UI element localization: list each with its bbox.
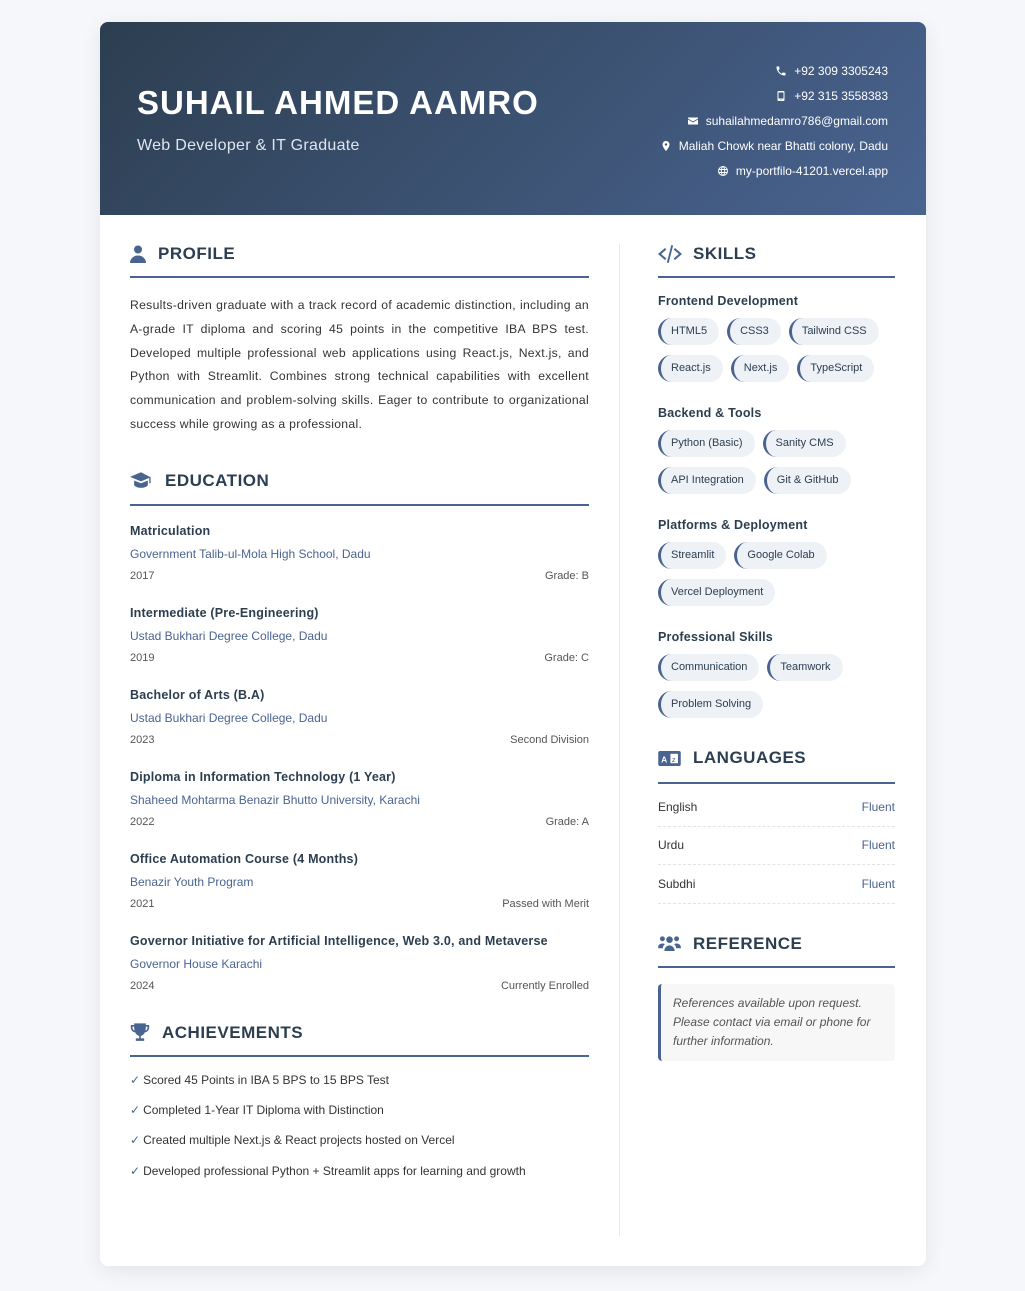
code-icon — [658, 244, 682, 264]
section-title: LANGUAGES — [693, 748, 807, 767]
education-institution: Ustad Bukhari Degree College, Dadu — [130, 710, 328, 725]
education-degree: Office Automation Course (4 Months) — [130, 851, 359, 866]
education-meta — [130, 649, 589, 667]
reference-note: References available upon request. Please contact via email or phone for further information. — [658, 984, 895, 1061]
education-degree: Governor Initiative for Artificial Intelligence, Web 3.0, and Metaverse — [130, 933, 548, 948]
skill-tag: API Integration — [658, 467, 756, 494]
skill-tag: Vercel Deployment — [658, 579, 775, 606]
skill-category-title: Professional Skills — [658, 630, 773, 644]
education-institution: Shaheed Mohtarma Benazir Bhutto University, Karachi — [130, 792, 420, 807]
skill-category-title: Backend & Tools — [658, 406, 762, 420]
education-result: Grade: A — [545, 815, 589, 828]
skill-tag: Communication — [658, 654, 759, 681]
contact-address: Maliah Chowk near Bhatti colony, Dadu — [659, 134, 888, 159]
svg-text:A: A — [661, 753, 668, 764]
skill-category-title: Platforms & Deployment — [658, 518, 808, 532]
education-degree: Intermediate (Pre-Engineering) — [130, 605, 319, 620]
education-item — [130, 768, 589, 831]
education-result: Grade: C — [544, 651, 589, 664]
achievement-item: ✓ Created multiple Next.js & React projects hosted on Vercel — [130, 1133, 455, 1148]
language-icon — [658, 748, 681, 768]
achievements-section — [130, 1023, 589, 1192]
education-year: 2019 — [130, 651, 155, 664]
phone-icon — [774, 64, 788, 78]
education-institution: Benazir Youth Program — [130, 874, 254, 889]
education-item — [130, 932, 589, 995]
education-item — [130, 604, 589, 667]
skill-tags — [658, 654, 895, 718]
achievement-item: ✓ Developed professional Python + Streamlit apps for learning and growth — [130, 1163, 526, 1178]
achievement-item: ✓ Scored 45 Points in IBA 5 BPS to 15 BPS Test — [130, 1072, 389, 1087]
education-year: 2023 — [130, 733, 155, 746]
contact-phone[interactable]: +92 309 3305243 — [659, 58, 888, 83]
profile-header — [130, 244, 589, 278]
skill-tag: Sanity CMS — [763, 430, 846, 457]
education-header — [130, 471, 589, 506]
skill-category-title: Frontend Development — [658, 294, 799, 308]
skill-tag: Google Colab — [734, 542, 826, 569]
globe-icon — [716, 164, 730, 178]
skill-tag: Tailwind CSS — [789, 318, 879, 345]
languages-header — [658, 748, 895, 784]
skill-tag: Git & GitHub — [764, 467, 851, 494]
skill-tag: Teamwork — [767, 654, 842, 681]
languages-section — [658, 748, 895, 904]
education-institution: Government Talib-ul-Mola High School, Dadu — [130, 546, 371, 561]
profile-section — [130, 244, 589, 437]
users-icon — [658, 934, 681, 954]
education-meta — [130, 977, 589, 995]
contact-list — [659, 58, 888, 184]
graduation-cap-icon — [130, 471, 152, 491]
checkmark-icon: ✓ — [130, 1103, 141, 1118]
contact-website[interactable]: my-portfilo-41201.vercel.app — [659, 159, 888, 184]
language-item: English Fluent — [658, 788, 895, 827]
education-institution: Ustad Bukhari Degree College, Dadu — [130, 628, 328, 643]
candidate-name: SUHAIL AHMED AAMRO — [137, 84, 539, 121]
skill-tags — [658, 542, 895, 606]
skill-tags — [658, 318, 895, 382]
education-year: 2022 — [130, 815, 155, 828]
reference-header — [658, 934, 895, 968]
education-result: Second Division — [510, 733, 589, 746]
map-marker-icon — [659, 139, 673, 153]
skill-tag: Streamlit — [658, 542, 726, 569]
contact-email[interactable]: suhailahmedamro786@gmail.com — [659, 108, 888, 133]
candidate-title: Web Developer & IT Graduate — [137, 137, 360, 154]
achievement-item: ✓ Completed 1-Year IT Diploma with Distinction — [130, 1103, 384, 1118]
skill-tag: React.js — [658, 355, 723, 382]
education-item — [130, 850, 589, 913]
reference-section — [658, 934, 895, 1061]
skill-tags — [658, 430, 895, 494]
resume-card — [100, 22, 926, 1266]
education-result: Currently Enrolled — [500, 979, 589, 992]
checkmark-icon: ✓ — [130, 1072, 141, 1087]
education-meta — [130, 895, 589, 913]
contact-mobile[interactable]: +92 315 3558383 — [659, 83, 888, 108]
education-degree: Diploma in Information Technology (1 Year) — [130, 769, 396, 784]
trophy-icon — [130, 1023, 150, 1043]
column-divider — [619, 244, 620, 1236]
education-year: 2017 — [130, 569, 155, 582]
skill-tag: TypeScript — [797, 355, 874, 382]
svg-text:z: z — [671, 754, 676, 764]
skills-header — [658, 244, 895, 278]
checkmark-icon: ✓ — [130, 1163, 141, 1178]
right-column — [658, 244, 895, 1061]
skill-tag: CSS3 — [727, 318, 781, 345]
education-degree: Matriculation — [130, 523, 211, 538]
mobile-icon — [774, 89, 788, 103]
skill-tag: Problem Solving — [658, 691, 763, 718]
education-section — [130, 471, 589, 995]
education-year: 2021 — [130, 897, 155, 910]
education-item — [130, 686, 589, 749]
skill-tag: Python (Basic) — [658, 430, 755, 457]
section-title: SKILLS — [693, 244, 757, 263]
user-icon — [130, 244, 146, 264]
education-meta — [130, 813, 589, 831]
education-meta — [130, 567, 589, 585]
education-institution: Governor House Karachi — [130, 956, 263, 971]
education-item — [130, 522, 589, 585]
skills-section — [658, 244, 895, 718]
section-title: ACHIEVEMENTS — [162, 1022, 304, 1042]
language-item: Urdu Fluent — [658, 827, 895, 866]
achievements-header — [130, 1023, 589, 1057]
education-meta — [130, 731, 589, 749]
language-item: Subdhi Fluent — [658, 865, 895, 904]
section-title: EDUCATION — [165, 470, 270, 490]
skill-tag: HTML5 — [658, 318, 719, 345]
profile-summary: Results-driven graduate with a track record of academic distinction, including an A-grade IT diploma and scoring 45 points in the competitive IBA BPS test. Developed multiple professional web applications using React.js, Next.js, and Python with Streamlit. Combines strong technical capabilities with excellent communication and problem-solving skills. Eager to contribute to organizational success while growing as a professional. — [130, 298, 589, 431]
education-year: 2024 — [130, 979, 155, 992]
education-result: Grade: B — [544, 569, 589, 582]
left-column — [130, 244, 589, 1192]
resume-header — [100, 22, 926, 215]
section-title: REFERENCE — [693, 933, 803, 953]
skill-tag: Next.js — [731, 355, 790, 382]
envelope-icon — [686, 114, 700, 128]
education-degree: Bachelor of Arts (B.A) — [130, 687, 265, 702]
education-result: Passed with Merit — [502, 897, 589, 910]
checkmark-icon: ✓ — [130, 1133, 141, 1148]
section-title: PROFILE — [158, 244, 236, 263]
